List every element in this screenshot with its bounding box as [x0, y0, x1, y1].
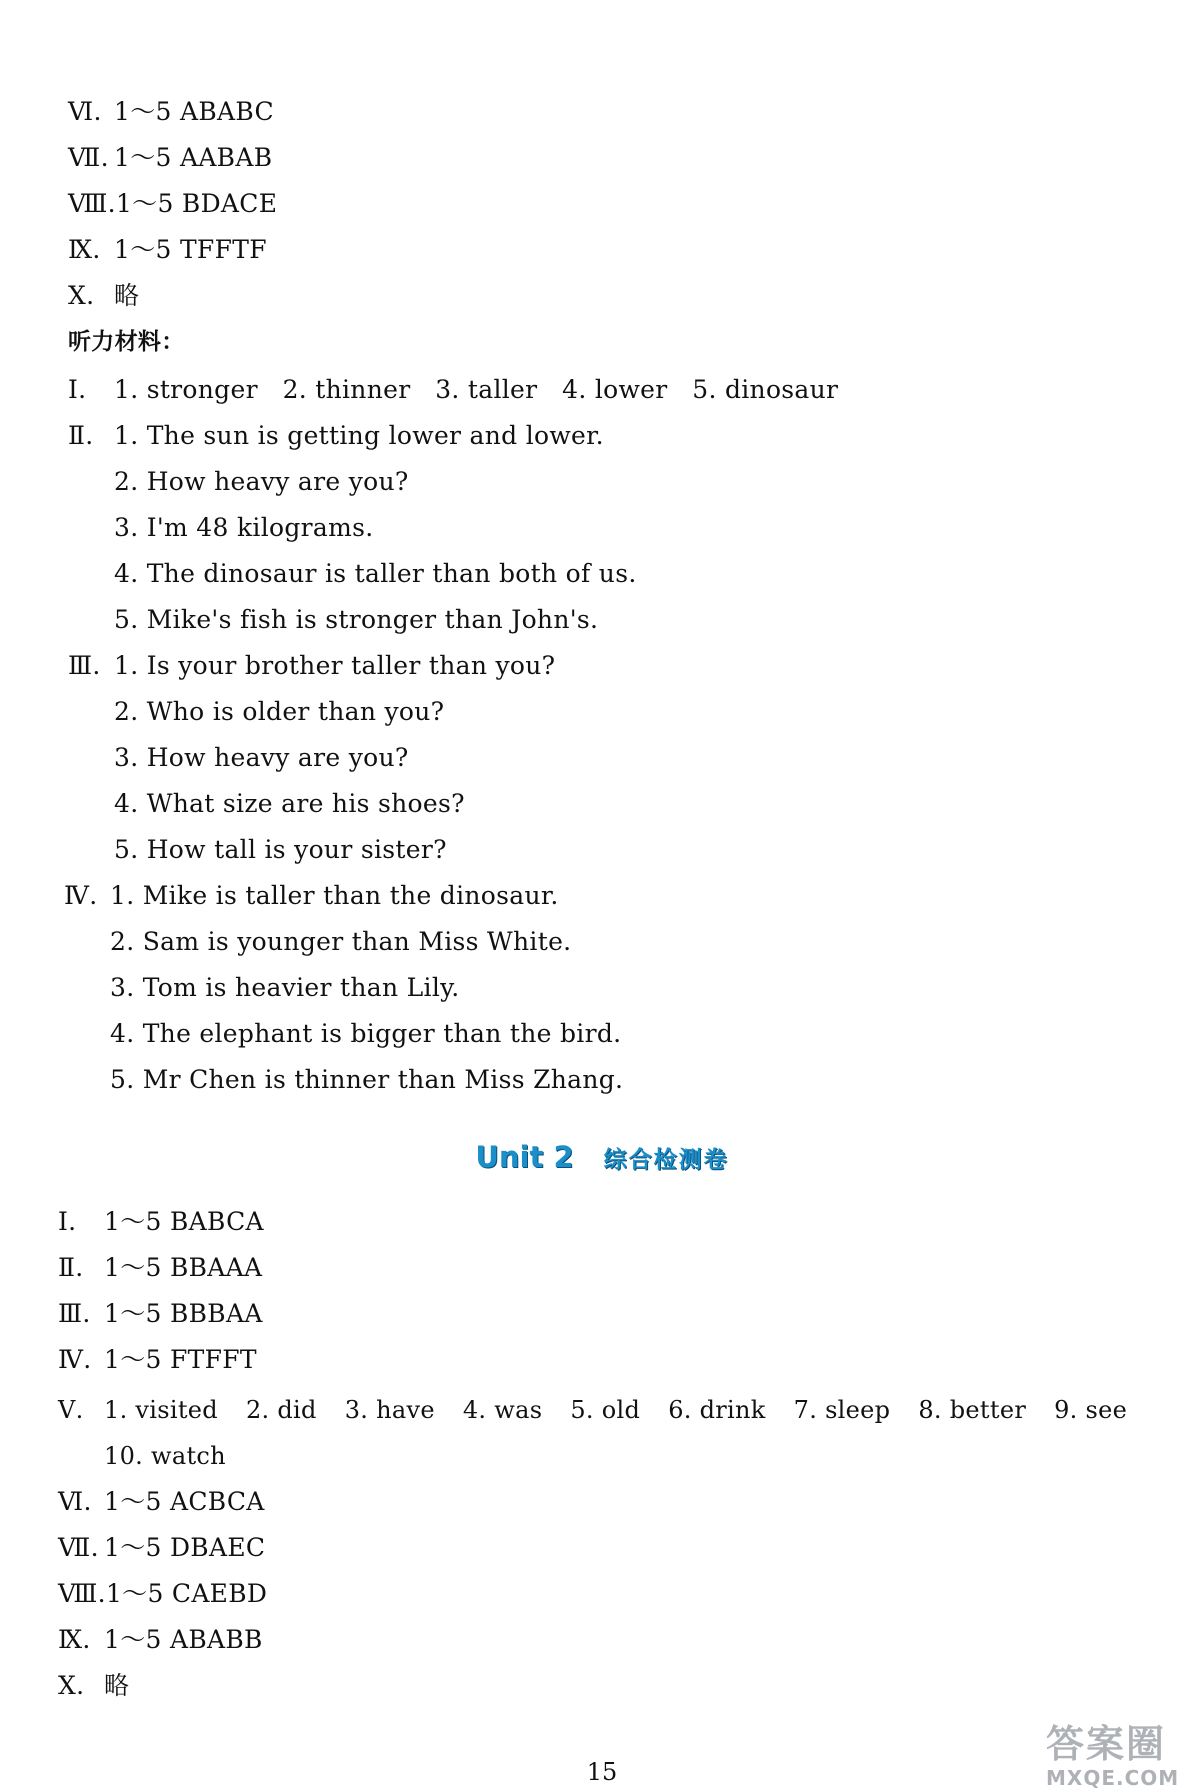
listening-iv-3: 3. Tom is heavier than Lily.	[110, 973, 460, 1002]
unit2-row-vi: Ⅵ. 1～5 ACBCA	[58, 1487, 265, 1516]
listening-ii-2: 2. How heavy are you?	[114, 467, 409, 496]
watermark-logo	[1046, 1722, 1196, 1792]
listening-heading: 听力材料：	[68, 329, 185, 355]
unit2-row-ix: Ⅸ. 1～5 ABABB	[58, 1625, 263, 1654]
listening-iii-5: 5. How tall is your sister?	[114, 835, 447, 864]
listening-iii-4: 4. What size are his shoes?	[114, 789, 465, 818]
v-item: 5. old	[570, 1396, 641, 1424]
v-item: 2. did	[245, 1396, 317, 1424]
listening-iii-2: 2. Who is older than you?	[114, 697, 445, 726]
v-item: 6. drink	[668, 1396, 766, 1424]
v-item: 8. better	[918, 1396, 1027, 1424]
listening-iv-1: Ⅳ. 1. Mike is taller than the dinosaur.	[64, 881, 559, 910]
unit2-row-v: Ⅴ. 1. visited 2. did 3. have 4. was 5. old 6. drink 7. sleep 8. better 9. see	[58, 1396, 1128, 1424]
answer-row-vii: Ⅶ. 1～5 AABAB	[68, 143, 273, 172]
v-item: 7. sleep	[793, 1396, 891, 1424]
listening-iii-3: 3. How heavy are you?	[114, 743, 409, 772]
listening-iii-1: Ⅲ. 1. Is your brother taller than you?	[68, 651, 556, 680]
listening-ii-1: Ⅱ. 1. The sun is getting lower and lower.	[68, 421, 604, 450]
v-item: 3. have	[344, 1396, 435, 1424]
answer-row-viii: Ⅷ.1～5 BDACE	[68, 189, 278, 218]
listening-ii-4: 4. The dinosaur is taller than both of us.	[114, 559, 637, 588]
listening-iv-4: 4. The elephant is bigger than the bird.	[110, 1019, 622, 1048]
unit2-row-x: Ⅹ. 略	[58, 1671, 130, 1700]
v-item-wrap: 10. watch	[104, 1442, 226, 1470]
listening-iv-2: 2. Sam is younger than Miss White.	[110, 927, 572, 956]
answer-row-x: Ⅹ. 略	[68, 281, 140, 310]
unit2-row-vii: Ⅶ. 1～5 DBAEC	[58, 1533, 266, 1562]
unit2-row-i: Ⅰ. 1～5 BABCA	[58, 1207, 264, 1236]
unit-title	[0, 1140, 1204, 1174]
watermark-url: MXQE.COM	[1046, 1766, 1180, 1790]
page-number: 15	[586, 1758, 618, 1786]
unit2-row-iii: Ⅲ. 1～5 BBBAA	[58, 1299, 263, 1328]
answer-row-ix: Ⅸ. 1～5 TFFTF	[68, 235, 267, 264]
watermark-mark: 答案圈	[1046, 1722, 1167, 1766]
listening-ii-5: 5. Mike's fish is stronger than John's.	[114, 605, 599, 634]
unit-label: Unit 2	[475, 1140, 574, 1174]
listening-iv-5: 5. Mr Chen is thinner than Miss Zhang.	[110, 1065, 624, 1094]
answer-row-vi: Ⅵ. 1～5 ABABC	[68, 97, 274, 126]
unit-subtitle: 综合检测卷	[603, 1147, 729, 1173]
unit2-row-ii: Ⅱ. 1～5 BBAAA	[58, 1253, 263, 1282]
v-item: 9. see	[1054, 1396, 1128, 1424]
unit2-row-viii: Ⅷ.1～5 CAEBD	[58, 1579, 268, 1608]
unit2-row-iv: Ⅳ. 1～5 FTFFT	[58, 1345, 257, 1374]
v-item: 1. visited	[104, 1396, 218, 1424]
v-item: 4. was	[462, 1396, 543, 1424]
listening-i: Ⅰ. 1. stronger 2. thinner 3. taller 4. lower 5. dinosaur	[68, 375, 839, 404]
listening-ii-3: 3. I'm 48 kilograms.	[114, 513, 374, 542]
